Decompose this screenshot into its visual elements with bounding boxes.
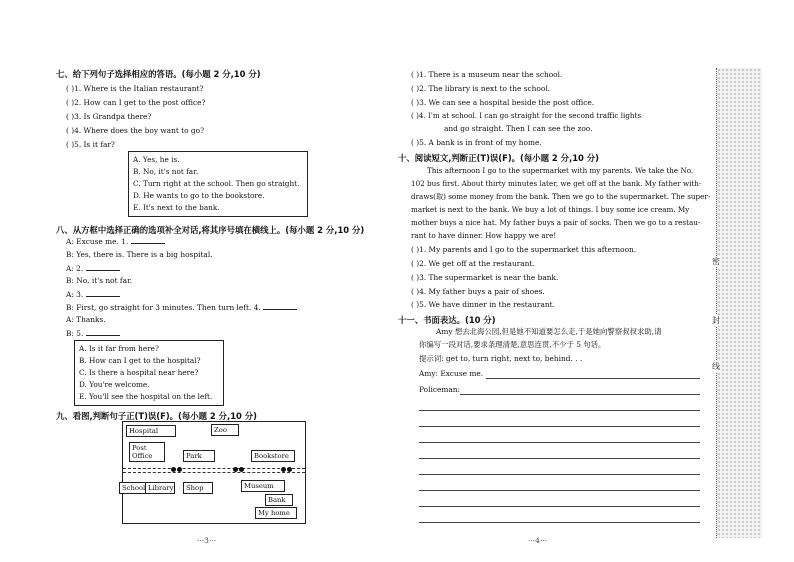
writing-line[interactable]	[419, 522, 700, 523]
sec8-line-2: B: Yes, there is. There is a big hospital.	[66, 250, 213, 259]
sec7-item-4: ( )4. Where does the boy want to go?	[66, 126, 205, 135]
page-number-left: ···3···	[197, 536, 217, 545]
writing-prompt-2: 你编写一段对话,要求条理清楚,意思连贯,不少于 5 句话。	[419, 340, 606, 349]
sec8-options-box	[74, 340, 224, 406]
traffic-light-6	[287, 467, 292, 472]
sec7-option-c: C. Turn right at the school. Then go straight.	[133, 179, 300, 188]
sec7-item-3: ( )3. Is Grandpa there?	[66, 112, 152, 121]
my-home-building: My home	[255, 507, 297, 519]
sec10-item-2: ( )2. We get off at the restaurant.	[411, 259, 535, 268]
section-10-title: 十、阅读短文,判断正(T)误(F)。(每小题 2 分,10 分)	[398, 153, 599, 163]
library-building: Library	[145, 482, 175, 494]
sec9-item-3: ( )3. We can see a hospital beside the post office.	[411, 98, 595, 107]
sec8-line-4: B: No, it's not far.	[66, 276, 133, 285]
sec8-option-b: B. How can I get to the hospital?	[79, 356, 201, 365]
binding-seal-line	[716, 68, 717, 538]
sec10-item-4: ( )4. My father buys a pair of shoes.	[411, 287, 545, 296]
section-7-title: 七、给下列句子选择相应的答语。(每小题 2 分,10 分)	[56, 69, 261, 79]
sec7-option-e: E. It's next to the bank.	[133, 203, 220, 212]
page-number-right: ···4···	[528, 536, 548, 545]
school-building: School	[119, 482, 147, 494]
sec8-line-8: B: 5.	[66, 328, 120, 339]
writing-line[interactable]	[419, 410, 700, 411]
traffic-light-2	[177, 467, 182, 472]
sec8-line-5: A: 3.	[66, 289, 120, 300]
traffic-light-1	[171, 467, 176, 472]
section-9-title: 九、看图,判断句子正(T)误(F)。(每小题 2 分,10 分)	[56, 411, 257, 421]
sec8-option-c: C. Is there a hospital near here?	[79, 368, 199, 377]
answer-blank[interactable]	[263, 302, 297, 310]
passage-line-5: mother buys a nice hat. My father buys a pair of socks. Then we go to a restau-	[411, 218, 701, 227]
section-8-title: 八、从方框中选择正确的选项补全对话,将其序号填在横线上。(每小题 2 分,10 分)	[56, 225, 365, 235]
post-office-building: Post Office	[129, 442, 165, 462]
answer-blank[interactable]	[86, 263, 120, 271]
writing-prompt-1: Amy 想去北海公园,但是她不知道要怎么走,于是她向警察叔叔求助,请	[436, 327, 662, 336]
sec9-item-4-cont: and go straight. Then I can see the zoo.	[444, 124, 593, 133]
seal-char-1: 密	[712, 257, 720, 266]
sec9-item-5: ( )5. A bank is in front of my home.	[411, 138, 542, 147]
sec10-item-1: ( )1. My parents and I go to the supermarket this afternoon.	[411, 245, 637, 254]
traffic-light-3	[233, 467, 238, 472]
passage-line-2: 102 bus first. About thirty minutes later, we get off at the bank. My father with-	[411, 179, 702, 188]
writing-line[interactable]	[419, 506, 700, 507]
sec9-item-2: ( )2. The library is next to the school.	[411, 84, 551, 93]
sec8-option-d: D. You're welcome.	[79, 380, 150, 389]
sec8-option-e: E. You'll see the hospital on the left.	[79, 392, 213, 401]
sec7-item-5: ( )5. Is it far?	[66, 140, 115, 149]
museum-building: Museum	[241, 480, 285, 492]
road-bottom-edge	[123, 472, 305, 473]
traffic-light-4	[239, 467, 244, 472]
sec8-option-a: A. Is it far from here?	[79, 344, 159, 353]
writing-line[interactable]	[460, 394, 700, 395]
park-building: Park	[183, 450, 215, 462]
sec8-line-7: A: Thanks.	[66, 315, 106, 324]
sec7-item-1: ( )1. Where is the Italian restaurant?	[66, 84, 204, 93]
sec10-item-3: ( )3. The supermarket is near the bank.	[411, 273, 559, 282]
passage-line-3: draws(取) some money from the bank. Then we go to the supermarket. The super-	[411, 192, 711, 201]
section-11-title: 十一、书面表达。(10 分)	[398, 315, 496, 325]
answer-blank[interactable]	[86, 328, 120, 336]
writing-line[interactable]	[419, 490, 700, 491]
bank-building: Bank	[265, 494, 293, 506]
writing-line[interactable]	[419, 442, 700, 443]
writing-line[interactable]	[419, 474, 700, 475]
seal-char-2: 封	[712, 316, 720, 325]
passage-line-6: rant to have dinner. How happy we are!	[411, 231, 557, 240]
sec8-line-1: A: Excuse me. 1.	[66, 236, 165, 247]
writing-hint: 提示词: get to, turn right, next to, behind. . .	[419, 354, 583, 363]
traffic-light-5	[281, 467, 286, 472]
sec8-line-6: B: First, go straight for 3 minutes. Then turn left. 4.	[66, 302, 297, 313]
sec7-item-2: ( )2. How can I get to the post office?	[66, 98, 206, 107]
passage-line-4: market is next to the bank. We buy a lot of things. I buy some ice cream. My	[411, 205, 690, 214]
road-top-edge	[123, 468, 305, 469]
zoo-building: Zoo	[211, 424, 239, 436]
street-map	[122, 421, 306, 524]
hospital-building: Hospital	[126, 425, 176, 437]
sec8-line-3: A: 2.	[66, 263, 120, 274]
writing-line[interactable]	[419, 426, 700, 427]
sec7-option-a: A. Yes, he is.	[133, 155, 180, 164]
sec9-item-4: ( )4. I'm at school. I can go straight for the second traffic lights	[411, 111, 642, 120]
answer-blank[interactable]	[131, 236, 165, 244]
writing-line[interactable]	[486, 378, 700, 379]
answer-blank[interactable]	[86, 289, 120, 297]
sec10-item-5: ( )5. We have dinner in the restaurant.	[411, 300, 555, 309]
dialog-policeman: Policeman:	[419, 385, 461, 394]
sec7-options-box	[128, 151, 308, 217]
passage-line-1: This afternoon I go to the supermarket with my parents. We take the No.	[427, 166, 694, 175]
shop-building: Shop	[183, 482, 213, 494]
writing-line[interactable]	[419, 458, 700, 459]
sec7-option-d: D. He wants to go to the bookstore.	[133, 191, 265, 200]
sec7-option-b: B. No, it's not far.	[133, 167, 199, 176]
seal-char-3: 线	[712, 362, 720, 371]
bookstore-building: Bookstore	[251, 450, 295, 462]
dialog-amy: Amy: Excuse me.	[419, 369, 484, 378]
sec9-item-1: ( )1. There is a museum near the school.	[411, 70, 563, 79]
binding-margin-pattern	[717, 68, 762, 538]
